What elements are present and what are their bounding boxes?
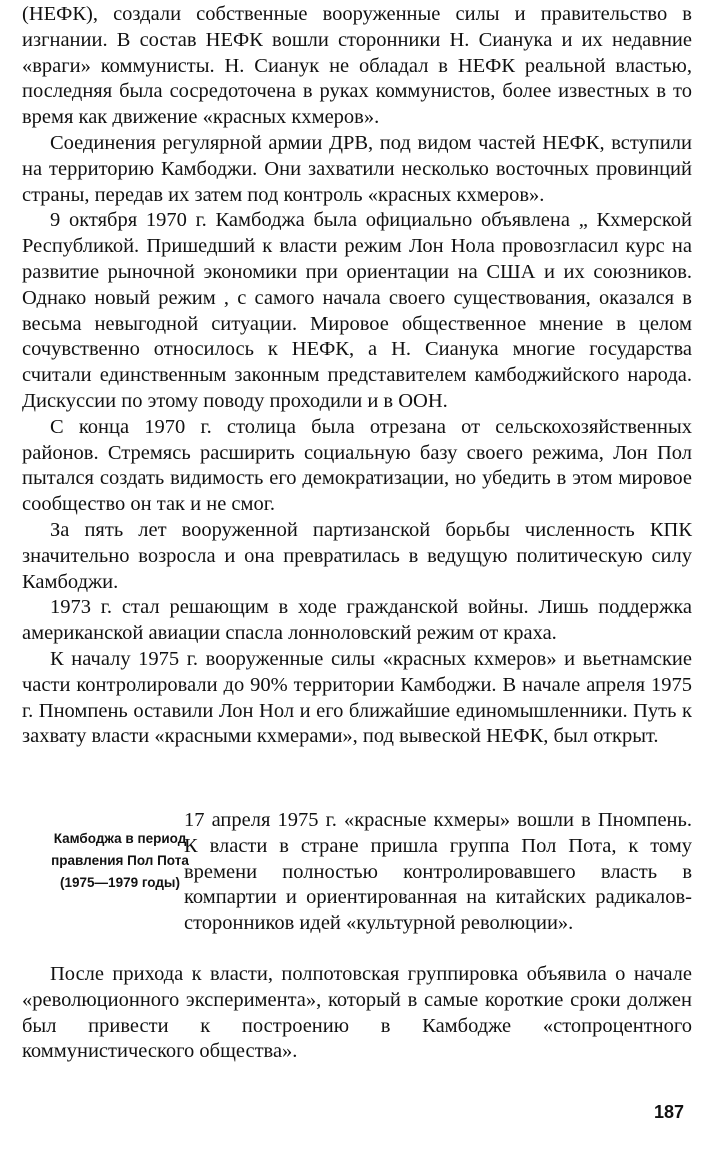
main-text xyxy=(22,2,692,750)
paragraph: С конца 1970 г. столица была отрезана от сельскохозяйственных районов. Стремясь расширить социальную базу своего режима, Лон Пол пытался создать видимость его демократизации, но убедить в этом мировое сообщество он так и не смог. xyxy=(22,415,692,516)
paragraph: 9 октября 1970 г. Камбоджа была официально объявлена „ Кхмерской Республикой. Пришедший к власти режим Лон Нола провозгласил курс на развитие рыночной экономики при ориентации на США и их союзников. Однако новый режим , с самого начала своего существования, оказался в весьма невыгодной ситуации. Мировое общественное мнение в целом сочувственно относилось к НЕФК, а Н. Сианука многие государства считали единственным законным представителем камбоджийского народа. Дискуссии по этому поводу проходили и в ООН. xyxy=(22,209,692,412)
margin-heading: Камбоджа в период правления Пол Пота (1975—1979 годы) xyxy=(51,831,189,890)
section-first-paragraph: 17 апреля 1975 г. «красные кхмеры» вошли в Пномпень. К власти в стране пришла группа Пол Пота, к тому времени полностью контролировавшего власть в компартии и ориентированная на китайских радикалов- сторонников идей «культурной революции». xyxy=(184,809,692,935)
paragraph: (НЕФК), создали собственные вооруженные силы и правительство в изгнании. В состав НЕФК вошли сторонники Н. Сианука и их недавние «враги» коммунисты. Н. Сианук не обладал в НЕФК реальной властью, последняя была сосредоточена в руках коммунистов, более известных в то время как движение «красных кхмеров». xyxy=(22,3,692,129)
section-second-paragraph: После прихода к власти, полпотовская группировка объявила о начале «революционного эксперимента», который в самые короткие сроки должен был привести к построению в Камбодже «стопроцентного коммунистического общества». xyxy=(22,963,692,1063)
paragraph: К началу 1975 г. вооруженные силы «красных кхмеров» и вьетнамские части контролировали до 90% территории Камбоджи. В начале апреля 1975 г. Пномпень оставили Лон Нол и его ближайшие единомышленники. Путь к захвату власти «красными кхмерами», под вывеской НЕФК, был открыт. xyxy=(22,647,692,748)
pol-pot-section xyxy=(22,808,692,937)
page-number: 187 xyxy=(653,1102,684,1122)
paragraph: 1973 г. стал решающим в ходе гражданской войны. Лишь поддержка американской авиации спасла лонноловский режим от краха. xyxy=(22,596,692,645)
paragraph: За пять лет вооруженной партизанской борьбы численность КПК значительно возросла и она превратилась в ведущую политическую силу Камбоджи. xyxy=(22,518,692,593)
paragraph: Соединения регулярной армии ДРВ, под видом частей НЕФК, вступили на территорию Камбоджи. Они захватили несколько восточных провинций страны, передав их затем под контроль «красных кхмеров». xyxy=(22,131,692,206)
